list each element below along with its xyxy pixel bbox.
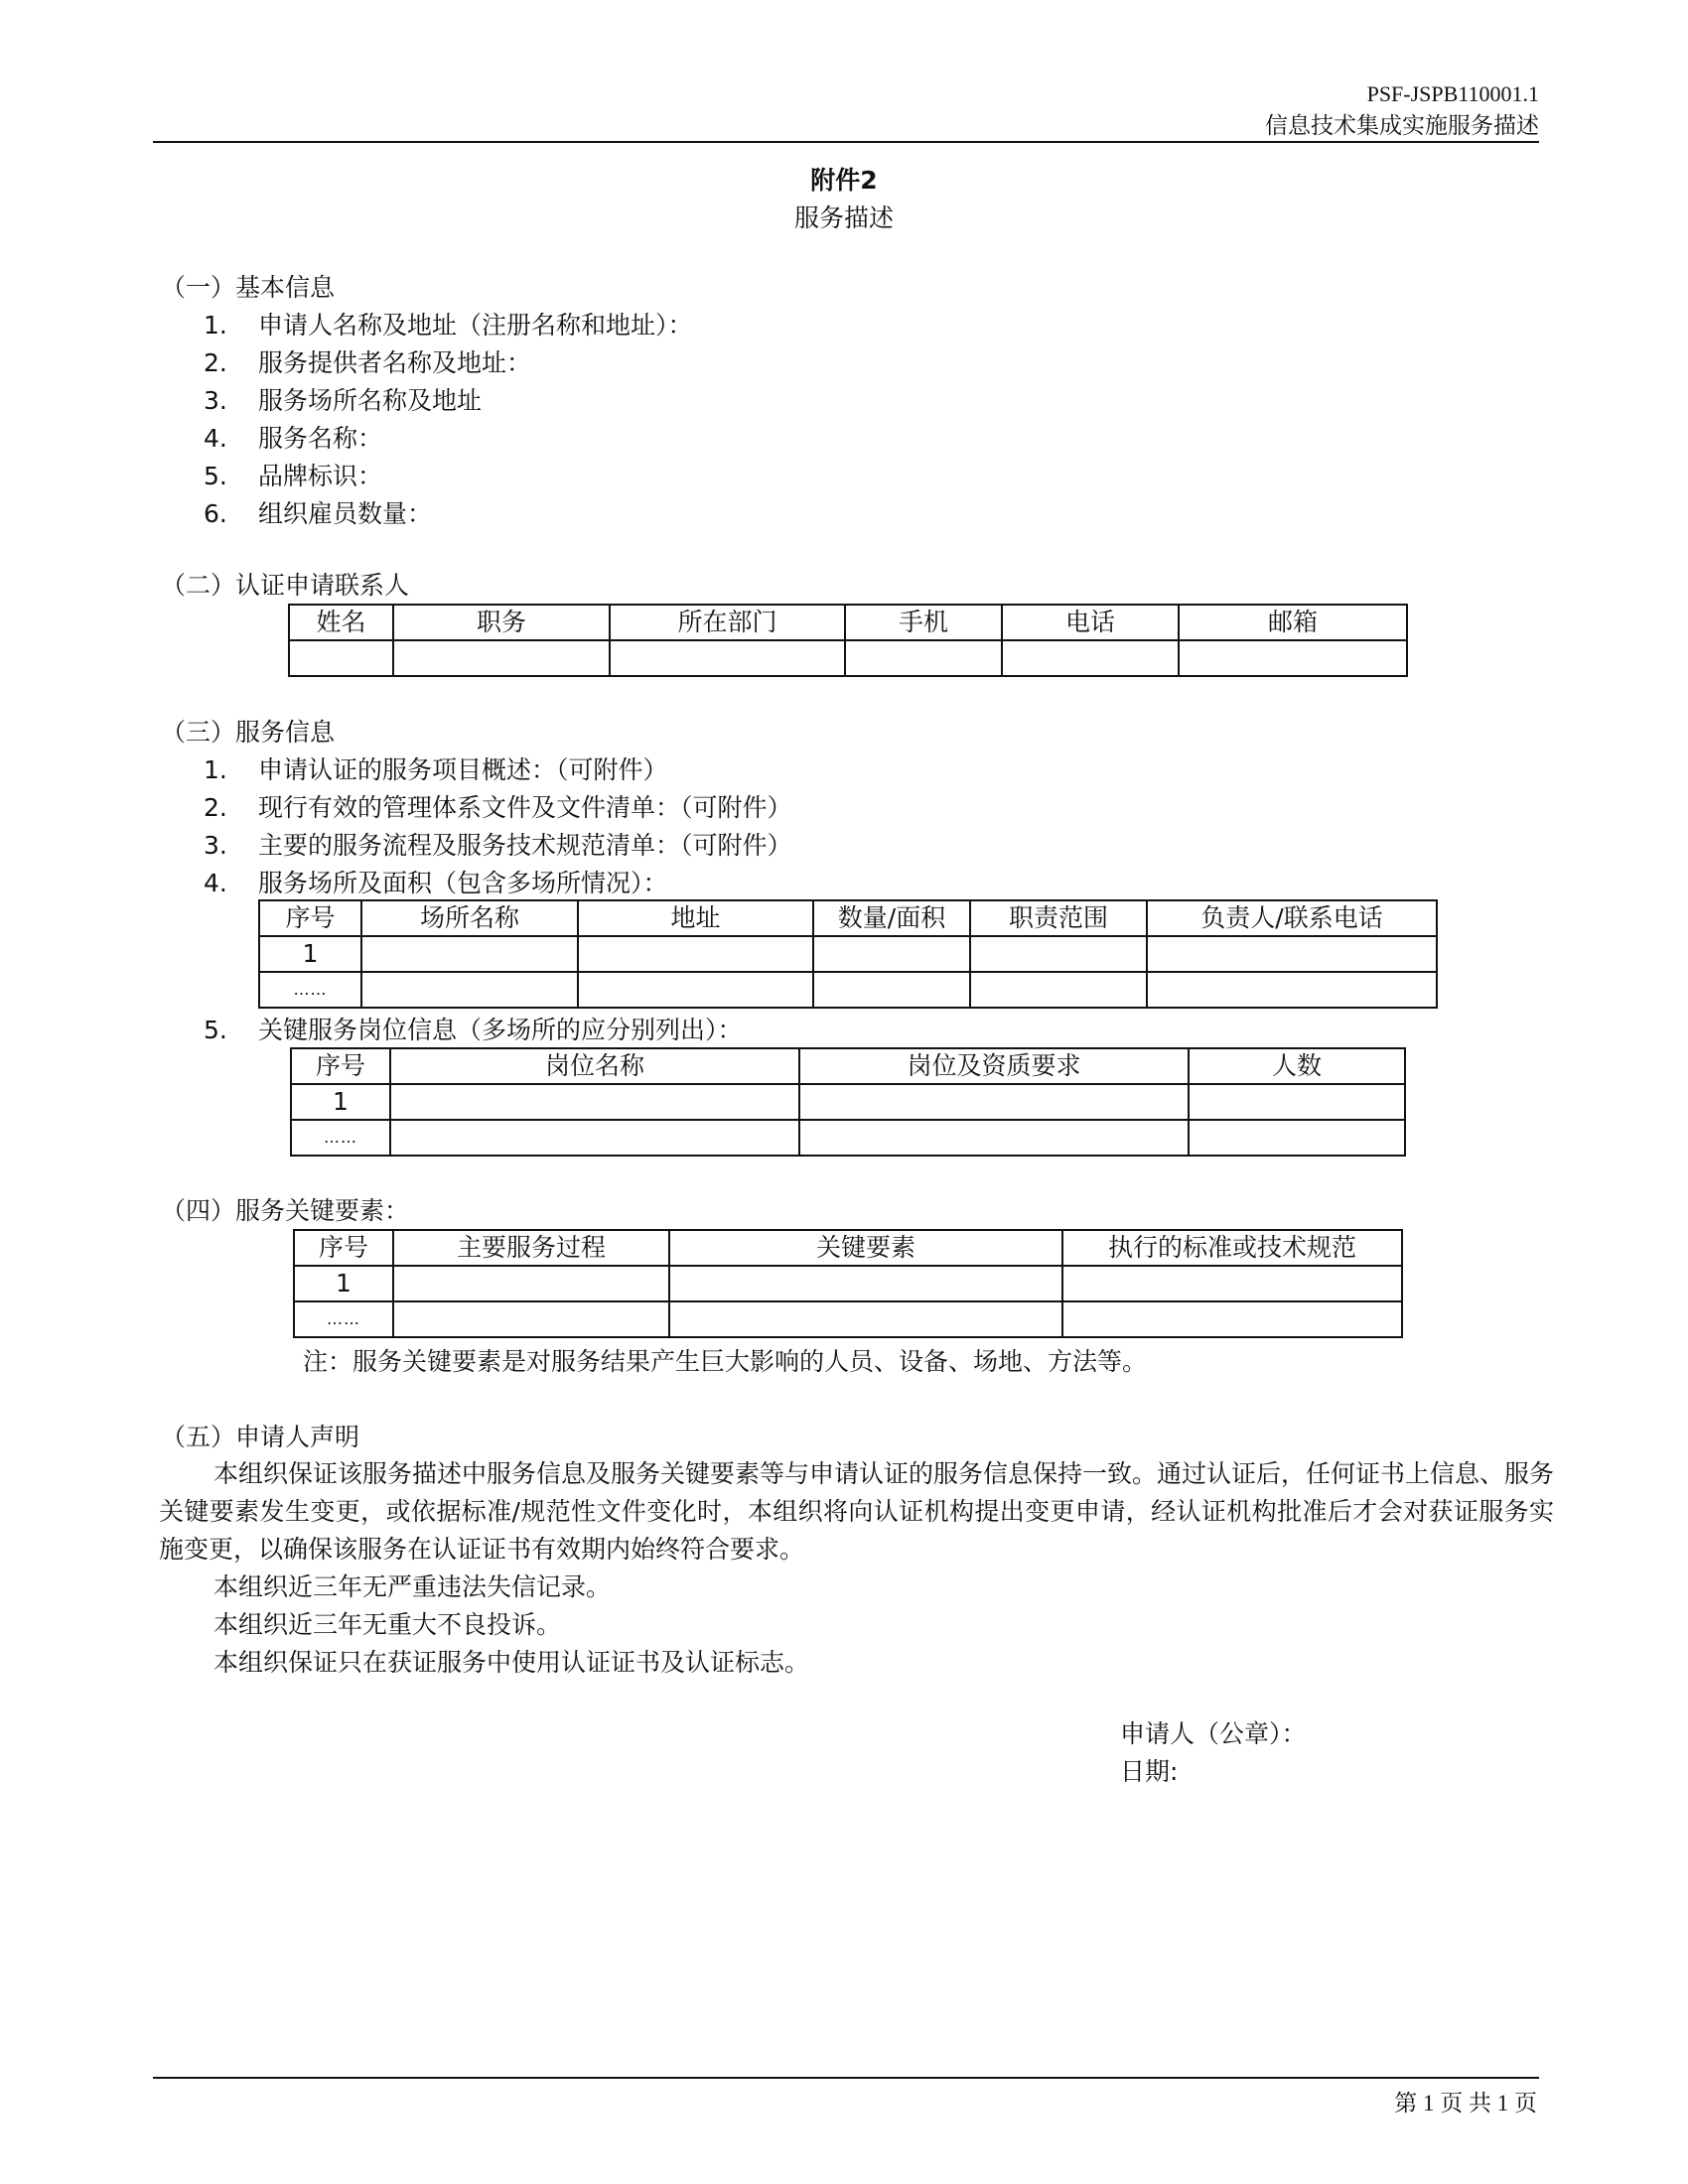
table-row <box>291 1120 1405 1156</box>
col-header: 序号 <box>294 1230 393 1266</box>
table-row <box>294 1266 1402 1301</box>
col-header: 所在部门 <box>610 605 845 640</box>
table-cell[interactable] <box>970 972 1147 1008</box>
table-cell[interactable] <box>393 1266 669 1301</box>
key-positions-table <box>290 1047 1406 1157</box>
table-cell[interactable] <box>390 1120 799 1156</box>
service-info-item: 4. 服务场所及面积（包含多场所情况）： <box>204 869 668 897</box>
service-sites-table <box>258 899 1438 1009</box>
declaration-paragraph: 本组织保证只在获证服务中使用认证证书及认证标志。 <box>213 1648 810 1677</box>
table-cell[interactable] <box>1189 1084 1405 1120</box>
footer-divider <box>153 2077 1539 2079</box>
service-info-item: 1. 申请认证的服务项目概述：（可附件） <box>204 755 668 784</box>
table-cell[interactable] <box>390 1084 799 1120</box>
basic-info-item: 2. 服务提供者名称及地址： <box>204 348 532 377</box>
table-cell[interactable] <box>813 972 970 1008</box>
service-info-item: 3. 主要的服务流程及服务技术规范清单：（可附件） <box>204 831 792 860</box>
page-title: 服务描述 <box>793 204 894 232</box>
declaration-paragraph: 本组织近三年无严重违法失信记录。 <box>213 1572 612 1601</box>
col-header: 职责范围 <box>970 900 1147 936</box>
table-cell[interactable] <box>1062 1266 1402 1301</box>
table-cell[interactable] <box>1179 640 1407 676</box>
declaration-paragraph: 本组织近三年无重大不良投诉。 <box>213 1610 562 1639</box>
row-number: 1 <box>259 936 361 972</box>
col-header: 手机 <box>845 605 1002 640</box>
table-row <box>259 936 1437 972</box>
table-row <box>259 972 1437 1008</box>
page-number: 第 1 页 共 1 页 <box>1394 2091 1537 2116</box>
table-cell[interactable] <box>813 936 970 972</box>
table-cell[interactable] <box>578 936 813 972</box>
service-info-item: 5. 关键服务岗位信息（多场所的应分别列出）： <box>204 1016 743 1044</box>
section-service-info-heading: （三）服务信息 <box>161 718 336 747</box>
table-cell[interactable] <box>1189 1120 1405 1156</box>
col-header: 关键要素 <box>669 1230 1062 1266</box>
col-header: 岗位名称 <box>390 1048 799 1084</box>
table-cell[interactable] <box>1062 1301 1402 1337</box>
table-cell[interactable] <box>361 972 578 1008</box>
col-header: 岗位及资质要求 <box>799 1048 1189 1084</box>
basic-info-item: 4. 服务名称： <box>204 424 383 453</box>
col-header: 职务 <box>393 605 610 640</box>
attachment-title: 附件2 <box>810 166 878 195</box>
col-header: 邮箱 <box>1179 605 1407 640</box>
declaration-body <box>159 1455 1554 1682</box>
col-header: 数量/面积 <box>813 900 970 936</box>
basic-info-item: 1. 申请人名称及地址（注册名称和地址）： <box>204 311 693 340</box>
header-divider <box>153 141 1539 143</box>
table-cell[interactable] <box>799 1084 1189 1120</box>
table-cell[interactable] <box>1147 936 1437 972</box>
section-basic-info-heading: （一）基本信息 <box>161 273 336 302</box>
col-header: 主要服务过程 <box>393 1230 669 1266</box>
service-info-item: 2. 现行有效的管理体系文件及文件清单：（可附件） <box>204 793 792 822</box>
table-cell[interactable] <box>669 1266 1062 1301</box>
row-number: 1 <box>294 1266 393 1301</box>
declaration-paragraph: 本组织保证该服务描述中服务信息及服务关键要素等与申请认证的服务信息保持一致。通过认证后，任何证书上信息、服务关键要素发生变更，或依据标准/规范性文件变化时，本组织将向认证机构提出变更申请，经认证机构批准后才会对获证服务实施变更，以确保该服务在认证证书有效期内始终符合要求。 <box>159 1459 1555 1564</box>
document-code: PSF-JSPB110001.1 <box>1366 81 1539 106</box>
table-cell[interactable] <box>610 640 845 676</box>
table-cell[interactable] <box>970 936 1147 972</box>
key-elements-note: 注：服务关键要素是对服务结果产生巨大影响的人员、设备、场地、方法等。 <box>303 1347 1148 1376</box>
row-ellipsis: …… <box>294 1301 393 1337</box>
date-label: 日期: <box>1120 1757 1179 1786</box>
table-cell[interactable] <box>578 972 813 1008</box>
row-ellipsis: …… <box>291 1120 390 1156</box>
col-header: 姓名 <box>289 605 393 640</box>
key-elements-table <box>293 1229 1403 1338</box>
table-cell[interactable] <box>289 640 393 676</box>
table-row <box>294 1301 1402 1337</box>
col-header: 场所名称 <box>361 900 578 936</box>
table-cell[interactable] <box>845 640 1002 676</box>
basic-info-item: 3. 服务场所名称及地址 <box>204 386 483 415</box>
section-declaration-heading: （五）申请人声明 <box>161 1423 360 1451</box>
table-cell[interactable] <box>393 640 610 676</box>
table-cell[interactable] <box>393 1301 669 1337</box>
applicant-seal-label: 申请人（公章）： <box>1120 1719 1307 1748</box>
section-contact-heading: （二）认证申请联系人 <box>161 571 410 600</box>
section-key-elements-heading: （四）服务关键要素： <box>161 1196 410 1225</box>
contact-table <box>288 604 1408 677</box>
table-cell[interactable] <box>799 1120 1189 1156</box>
row-number: 1 <box>291 1084 390 1120</box>
col-header: 人数 <box>1189 1048 1405 1084</box>
basic-info-item: 6. 组织雇员数量： <box>204 499 433 528</box>
table-row <box>291 1084 1405 1120</box>
table-cell[interactable] <box>669 1301 1062 1337</box>
basic-info-item: 5. 品牌标识： <box>204 462 383 490</box>
col-header: 地址 <box>578 900 813 936</box>
table-cell[interactable] <box>1002 640 1179 676</box>
table-row <box>289 640 1407 676</box>
table-cell[interactable] <box>361 936 578 972</box>
col-header: 执行的标准或技术规范 <box>1062 1230 1402 1266</box>
col-header: 电话 <box>1002 605 1179 640</box>
col-header: 负责人/联系电话 <box>1147 900 1437 936</box>
document-title: 信息技术集成实施服务描述 <box>1265 113 1539 139</box>
col-header: 序号 <box>259 900 361 936</box>
row-ellipsis: …… <box>259 972 361 1008</box>
col-header: 序号 <box>291 1048 390 1084</box>
table-cell[interactable] <box>1147 972 1437 1008</box>
